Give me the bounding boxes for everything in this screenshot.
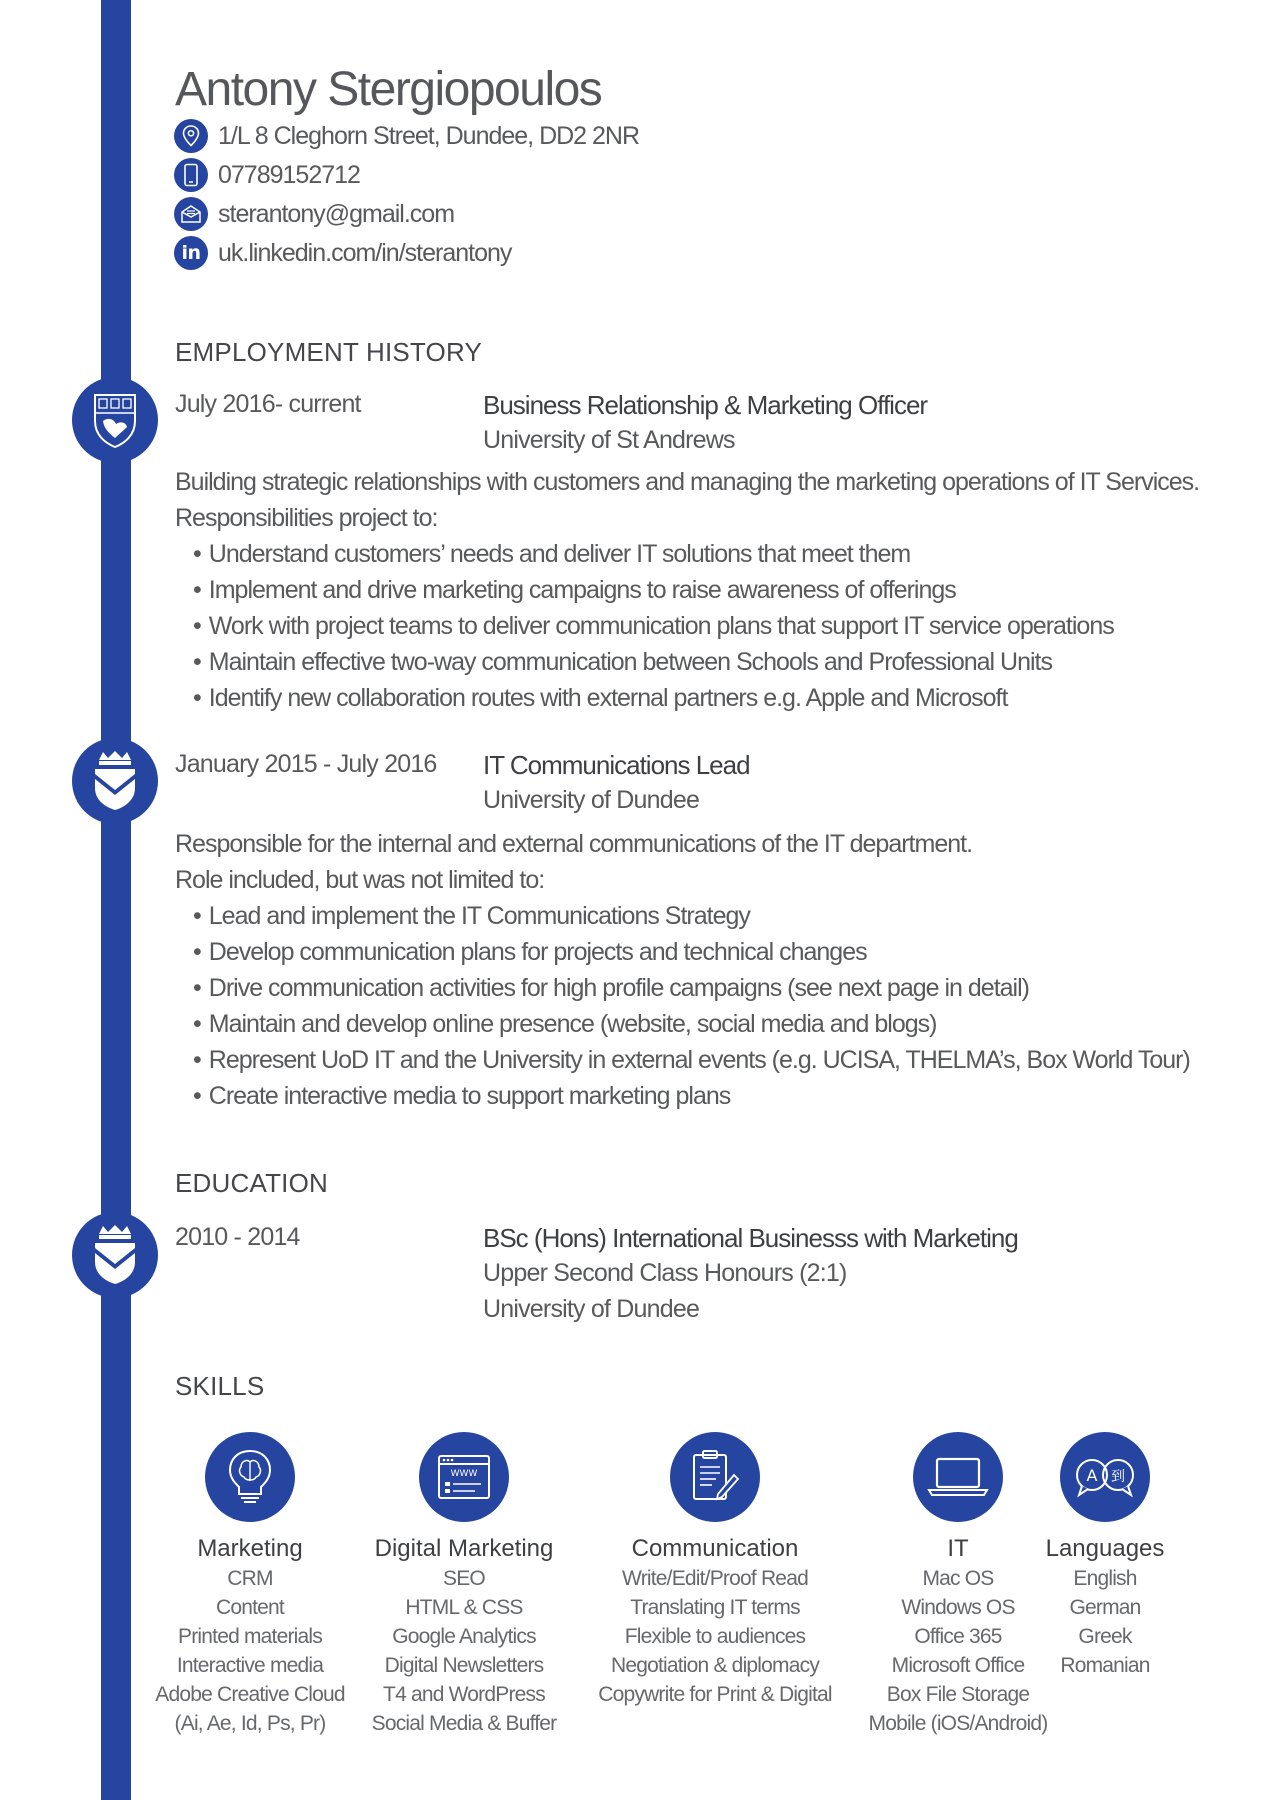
job-1-summary: Building strategic relationships with customers and managing the marketing operations of IT Services. (175, 468, 1200, 496)
address-text: 1/L 8 Cleghorn Street, Dundee, DD2 2NR (218, 121, 640, 150)
job-1-date: July 2016- current (175, 390, 361, 418)
list-item: Content (216, 1596, 284, 1619)
list-item: HTML & CSS (405, 1596, 523, 1619)
skill-list (585, 1564, 845, 1709)
candidate-name: Antony Stergiopoulos (175, 63, 602, 116)
skill-list (334, 1564, 594, 1738)
list-item: Google Analytics (392, 1625, 536, 1648)
dundee-crest-icon (72, 1212, 158, 1298)
phone-text: 07789152712 (218, 160, 360, 189)
dundee-crest-icon (72, 738, 158, 824)
list-item: Digital Newsletters (384, 1654, 544, 1677)
clipboard-pencil-icon (670, 1432, 760, 1522)
skill-title: IT (947, 1535, 969, 1562)
job-2-responsibilities (193, 898, 1190, 1114)
job-2-intro: Role included, but was not limited to: (175, 866, 545, 894)
mobile-phone-icon (174, 158, 208, 192)
employment-section-title: EMPLOYMENT HISTORY (175, 337, 483, 367)
list-item: • Understand customers’ needs and deliver IT solutions that meet them (193, 536, 1114, 572)
list-item: • Represent UoD IT and the University in external events (e.g. UCISA, THELMA’s, Box World Tour) (193, 1042, 1190, 1078)
list-item: German (1069, 1596, 1141, 1619)
email-text[interactable]: sterantony@gmail.com (218, 199, 455, 228)
skill-list (1000, 1564, 1210, 1680)
skill-group-digital-marketing (334, 1432, 594, 1738)
skill-title: Languages (1045, 1535, 1165, 1562)
list-item: Interactive media (176, 1654, 324, 1677)
skill-title: Digital Marketing (374, 1535, 554, 1562)
job-2-description (175, 826, 1255, 898)
list-item: Copywrite for Print & Digital (598, 1683, 832, 1706)
skills-section-title: SKILLS (175, 1371, 265, 1401)
list-item: T4 and WordPress (383, 1683, 545, 1706)
translate-speech-icon (1060, 1432, 1150, 1522)
list-item: Microsoft Office (891, 1654, 1025, 1677)
contact-email (174, 196, 454, 232)
job-1-organisation: University of St Andrews (483, 426, 735, 454)
web-browser-icon (419, 1432, 509, 1522)
job-1-description (175, 464, 1255, 536)
list-item: Printed materials (178, 1625, 322, 1648)
skill-title: Marketing (197, 1535, 303, 1562)
list-item: Flexible to audiences (624, 1625, 806, 1648)
list-item: Social Media & Buffer (371, 1712, 557, 1735)
st-andrews-crest-icon (72, 377, 158, 463)
education-section-title: EDUCATION (175, 1168, 328, 1198)
list-item: Romanian (1060, 1654, 1150, 1677)
job-2-date: January 2015 - July 2016 (175, 750, 437, 778)
list-item: • Lead and implement the IT Communications Strategy (193, 898, 1190, 934)
list-item: Mobile (iOS/Android) (868, 1712, 1048, 1735)
list-item: (Ai, Ae, Id, Ps, Pr) (174, 1712, 326, 1735)
linkedin-text[interactable]: uk.linkedin.com/in/sterantony (218, 238, 512, 267)
list-item: Box File Storage (886, 1683, 1030, 1706)
contact-phone (174, 157, 360, 193)
svg-text:A: A (1086, 1466, 1098, 1485)
contact-address (174, 118, 639, 154)
list-item: • Create interactive media to support marketing plans (193, 1078, 1190, 1114)
location-pin-icon (174, 119, 208, 153)
skill-group-communication (585, 1432, 845, 1709)
job-2-organisation: University of Dundee (483, 786, 700, 814)
list-item: Translating IT terms (630, 1596, 800, 1619)
list-item: Office 365 (914, 1625, 1002, 1648)
list-item: • Work with project teams to deliver communication plans that support IT service operations (193, 608, 1114, 644)
job-1-role: Business Relationship & Marketing Officer (483, 390, 928, 420)
list-item: Mac OS (922, 1567, 994, 1590)
job-2-role: IT Communications Lead (483, 750, 750, 780)
list-item: CRM (227, 1567, 273, 1590)
education-degree: BSc (Hons) International Businesss with Marketing (483, 1223, 1018, 1253)
linkedin-icon: in (174, 236, 208, 270)
education-organisation: University of Dundee (483, 1295, 700, 1323)
education-classification: Upper Second Class Honours (2:1) (483, 1259, 847, 1287)
list-item: English (1073, 1567, 1137, 1590)
svg-text:到: 到 (1111, 1469, 1125, 1485)
email-icon (174, 197, 208, 231)
list-item: • Develop communication plans for projects and technical changes (193, 934, 1190, 970)
brain-lightbulb-icon (205, 1432, 295, 1522)
list-item: • Drive communication activities for high profile campaigns (see next page in detail) (193, 970, 1190, 1006)
list-item: Negotiation & diplomacy (610, 1654, 820, 1677)
list-item: Write/Edit/Proof Read (622, 1567, 808, 1590)
skill-title: Communication (631, 1535, 799, 1562)
education-date: 2010 - 2014 (175, 1223, 300, 1251)
job-2-summary: Responsible for the internal and external communications of the IT department. (175, 830, 973, 858)
laptop-icon (913, 1432, 1003, 1522)
list-item: Adobe Creative Cloud (155, 1683, 345, 1706)
list-item: • Maintain and develop online presence (website, social media and blogs) (193, 1006, 1190, 1042)
list-item: SEO (443, 1567, 485, 1590)
job-1-responsibilities (193, 536, 1114, 716)
svg-text:WWW: WWW (450, 1469, 478, 1479)
list-item: • Implement and drive marketing campaigns to raise awareness of offerings (193, 572, 1114, 608)
list-item: Greek (1078, 1625, 1132, 1648)
contact-linkedin (174, 235, 511, 271)
list-item: • Maintain effective two-way communication between Schools and Professional Units (193, 644, 1114, 680)
skill-group-languages (1000, 1432, 1210, 1680)
list-item: • Identify new collaboration routes with external partners e.g. Apple and Microsoft (193, 680, 1114, 716)
list-item: Windows OS (901, 1596, 1015, 1619)
job-1-intro: Responsibilities project to: (175, 504, 438, 532)
